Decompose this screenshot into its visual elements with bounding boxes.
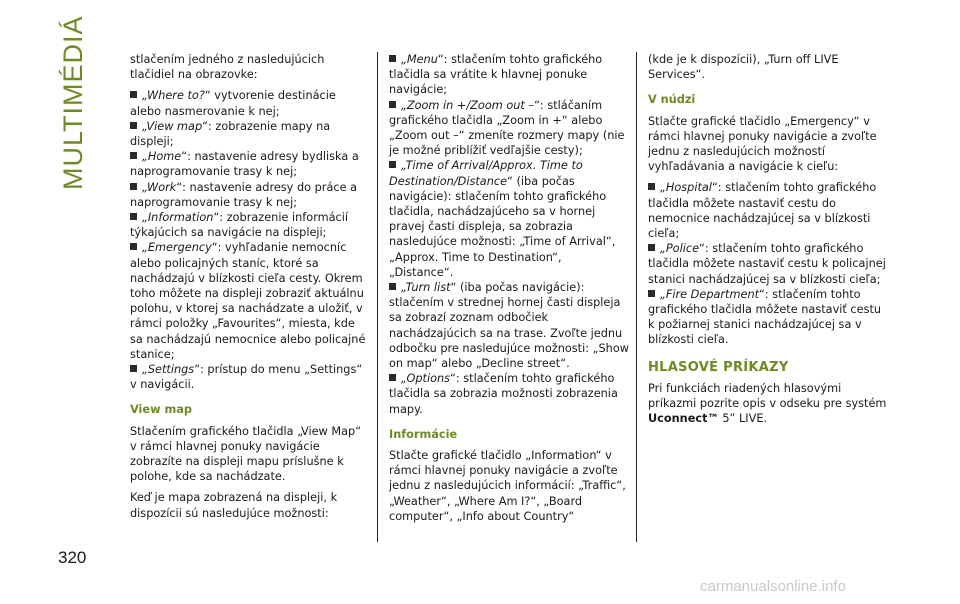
column-divider	[377, 52, 378, 542]
list-item: „Hospital“: stlačením tohto grafického tlačidla môžete nastaviť cestu do nemocnice nachádzajúcej sa v blízkosti cieľa;	[648, 181, 877, 241]
bullet-square-icon	[389, 55, 396, 62]
list-item: „Options“: stlačením tohto grafického tlačidla sa zobrazia možnosti zobrazenia mapy.	[389, 372, 618, 416]
bullet-square-icon	[130, 365, 137, 372]
bullet-square-icon	[389, 161, 396, 168]
paragraph: Pri funkciách riadených hlasovými príkazmi pozrite opis v odseku pre systém Uconnect™ 5” LIVE.	[648, 381, 887, 426]
list-item: „Turn list“ (iba počas navigácie): stlačením v strednej hornej časti displeja sa zobrazí zoznam odbočiek nachádzajúcich sa na trase. Zvoľte jednu odbočku pre nasledujúce možnosti: „Show on map“ alebo „Decline street“.	[389, 281, 629, 371]
bullet-square-icon	[130, 91, 137, 98]
list-item: „Where to?“ vytvorenie destinácie alebo nasmerovanie k nej;	[130, 89, 336, 118]
list-item: „Home“: nastavenie adresy bydliska a naprogramovanie trasy k nej;	[130, 150, 359, 179]
section-title: MULTIMÉDIÁ	[58, 15, 88, 190]
watermark: carmanualsonline.info	[700, 578, 846, 595]
bullet-square-icon	[648, 183, 655, 190]
column-3	[648, 52, 888, 432]
column-1	[130, 52, 370, 527]
page-number: 320	[58, 548, 87, 567]
column-2	[389, 52, 629, 530]
paragraph: Keď je mapa zobrazená na displeji, k dispozícii sú nasledujúce možnosti:	[130, 491, 338, 520]
bullet-square-icon	[648, 244, 655, 251]
list-item: „Zoom in +/Zoom out –“: stláčaním grafického tlačidla „Zoom in +“ alebo „Zoom out –“ zmeníte rozmery mapy (nie je možné priblížiť vedľajšie cesty);	[389, 98, 625, 158]
intro-text: stlačením jedného z nasledujúcich tlačidiel na obrazovke:	[130, 53, 325, 82]
heading-voice-commands: HLASOVÉ PRÍKAZY	[648, 359, 789, 375]
list-item: „Fire Department“: stlačením tohto grafického tlačidla môžete nastaviť cestu k požiarnej stanici nachádzajúcej sa v blízkosti cieľa.	[648, 287, 882, 347]
bullet-square-icon	[389, 374, 396, 381]
paragraph: Stlačte grafické tlačidlo „Emergency“ v rámci hlavnej ponuky navigácie a zvoľte jednu z nasledujúcich možností vyhľadávania a navigácie k cieľu:	[648, 114, 877, 174]
paragraph: Stlačte grafické tlačidlo „Information“ v rámci hlavnej ponuky navigácie a zvoľte jednu z nasledujúcich informácií: „Traffic“, „Weather“, „Where Am I?“, „Board computer“, „Info about Country“	[389, 449, 626, 523]
paragraph: Stlačením grafického tlačidla „View Map“ v rámci hlavnej ponuky navigácie zobrazíte na displeji mapu príslušne k polohe, kde sa nachádzate.	[130, 424, 362, 484]
column-divider	[636, 52, 637, 542]
list-item: „Settings“: prístup do menu „Settings“ v navigácii.	[130, 363, 363, 392]
list-item: „Work“: nastavenie adresy do práce a naprogramovanie trasy k nej;	[130, 180, 358, 209]
bullet-square-icon	[130, 152, 137, 159]
heading-emergency: V núdzi	[648, 93, 696, 107]
heading-view-map: View map	[130, 403, 192, 417]
paragraph: (kde je k dispozícii), „Turn off LIVE Services“.	[648, 53, 839, 82]
list-item: „Police“: stlačením tohto grafického tlačidla môžete nastaviť cestu k policajnej stanici nachádzajúcej sa v blízkosti cieľa;	[648, 242, 886, 286]
bullet-square-icon	[130, 183, 137, 190]
bullet-square-icon	[648, 290, 655, 297]
list-item: „Emergency“: vyhľadanie nemocníc alebo policajných staníc, ktoré sa nachádzajú v blízkosti cieľa cesty. Okrem toho môžete na displeji zobraziť aktuálnu polohu, v ktorej sa nachádzate a uložiť, v rámci položky „Favourites“, miesta, kde sa nachádzajú nemocnice alebo policajné stanice;	[130, 241, 366, 361]
bullet-square-icon	[389, 283, 396, 290]
bullet-square-icon	[130, 243, 137, 250]
bullet-square-icon	[389, 101, 396, 108]
list-item: „Menu“: stlačením tohto grafického tlačidla sa vrátite k hlavnej ponuke navigácie;	[389, 53, 603, 97]
list-item: „Information“: zobrazenie informácií týkajúcich sa navigácie na displeji;	[130, 211, 349, 240]
bullet-square-icon	[130, 122, 137, 129]
list-item: „View map“: zobrazenie mapy na displeji;	[130, 119, 331, 149]
list-item: „Time of Arrival/Approx. Time to Destination/Distance“ (iba počas navigácie): stlačením tohto grafického tlačidla, nachádzajúceho sa v hornej pravej časti displeja, sa zobrazia nasledujúce možnosti: „Time of Arrival“, „Approx. Time to Destination“, „Distance“.	[389, 159, 616, 279]
heading-information: Informácie	[389, 427, 458, 441]
bullet-square-icon	[130, 213, 137, 220]
